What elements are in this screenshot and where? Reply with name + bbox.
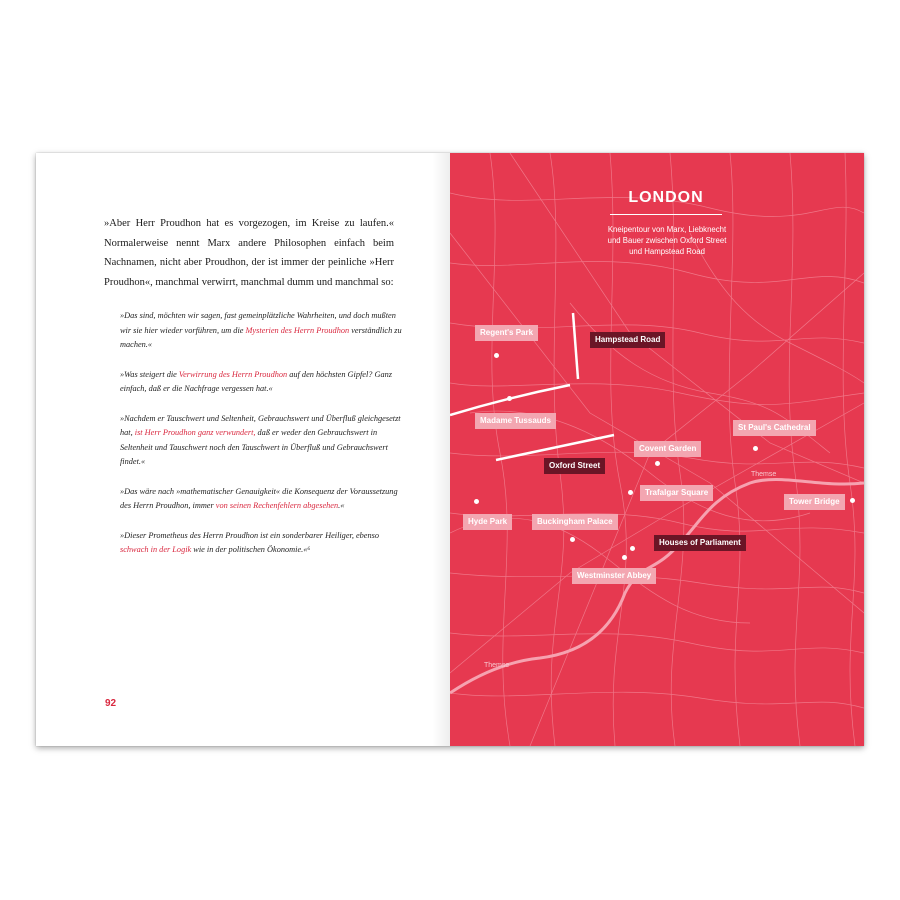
quote-list [120,309,402,573]
label-madame-tussauds: Madame Tussauds [475,413,556,429]
marker-westminster-abbey [622,555,627,560]
quote-highlight: schwach in der Logik [120,545,192,554]
marker-covent-garden [655,461,660,466]
river-label-west: Themse [484,662,510,669]
river-label-east: Themse [751,471,777,478]
body-paragraph: »Aber Herr Proudhon hat es vorgezogen, im Kreise zu laufen.« Normalerweise nennt Marx andere Philosophen einfach beim Nachnamen, nicht aber Proudhon, der ist immer der peinliche »Herr Proudhon«, manchmal verwirrt, manchmal dumm und manchmal so: [104,218,394,288]
marker-madame-tussauds [507,396,512,401]
book-spread [36,153,864,746]
page-number: 92 [105,698,117,709]
quote-highlight: ist Herr Proudhon ganz verwundert, [134,428,256,437]
quote-3: »Nachdem er Tauschwert und Seltenheit, Gebrauchswert und Überfluß gleichgesetzt hat, ist Herr Proudhon ganz verwundert, daß er weder den Gebrauchswert in Seltenheit und Tauschwert noch den Tauschwert in Überfluß und Gebrauchswert findet.« [120,413,401,466]
label-trafalgar-square: Trafalgar Square [640,485,713,501]
marker-buckingham-palace [570,537,575,542]
marker-st-pauls-cathedral [753,446,758,451]
map-subtitle: Kneipentour von Marx, Liebknecht und Bauer zwischen Oxford Street und Hampstead Road [607,225,727,256]
marker-regents-park [494,353,499,358]
label-covent-garden: Covent Garden [634,441,701,457]
map-title: LONDON [628,189,704,206]
label-houses-of-parliament: Houses of Parliament [654,535,746,551]
quote-2: »Was steigert die Verwirrung des Herrn Proudhon auf den höchsten Gipfel? Ganz einfach, daß er die Nachfrage vergessen hat.« [120,369,393,393]
label-st-pauls-cathedral: St Paul's Cathedral [733,420,816,436]
quote-1: »Das sind, möchten wir sagen, fast gemeinplätzliche Wahrheiten, und doch mußten wir sie hier wieder vorführen, um die Mysterien des Herrn Proudhon verständlich zu machen.« [120,311,402,349]
marker-trafalgar-square [628,490,633,495]
quote-4: »Das wäre nach »mathematischer Genauigkeit« die Konsequenz der Voraussetzung des Herrn Proudhon, immer von seinen Rechenfehlern abgesehen.« [120,486,398,510]
label-regents-park: Regent's Park [475,325,538,341]
map-page [450,153,864,746]
marker-houses-of-parliament [630,546,635,551]
label-buckingham-palace: Buckingham Palace [532,514,618,530]
label-oxford-street: Oxford Street [544,458,605,474]
marker-hyde-park [474,499,479,504]
marker-tower-bridge [850,498,855,503]
quote-5: »Dieser Prometheus des Herrn Proudhon ist ein sonderbarer Heiliger, ebenso schwach in der Logik wie in der politischen Ökonomie.«⁶ [120,530,380,554]
quote-highlight: Mysterien des Herrn Proudhon [245,325,350,335]
label-hampstead-road: Hampstead Road [590,332,665,348]
quote-highlight: Verwirrung des Herrn Proudhon [178,369,288,379]
quote-highlight: von seinen Rechenfehlern abgesehen [215,501,339,510]
river-thames [450,479,864,693]
title-rule [610,214,722,215]
label-tower-bridge: Tower Bridge [784,494,845,510]
label-westminster-abbey: Westminster Abbey [572,568,656,584]
left-page [36,153,450,746]
label-hyde-park: Hyde Park [463,514,512,530]
